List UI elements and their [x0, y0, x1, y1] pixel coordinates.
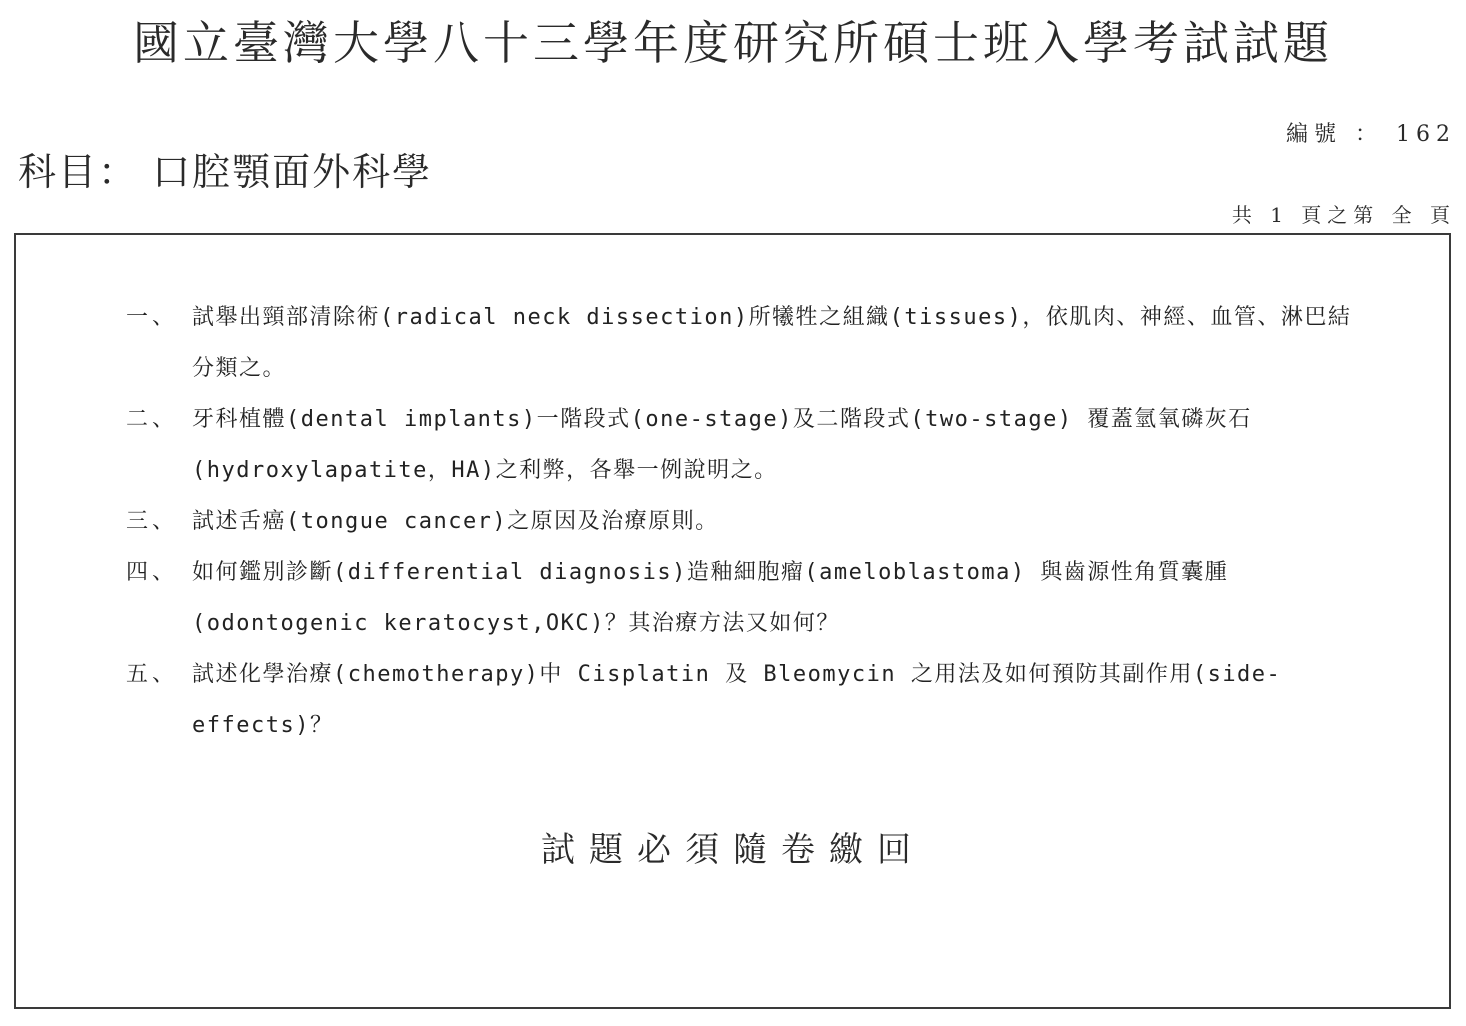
- question-item: [126, 649, 1356, 751]
- question-number: 二、: [126, 407, 179, 432]
- question-number: 四、: [126, 560, 179, 585]
- question-item: [126, 292, 1356, 394]
- question-item: [126, 496, 1356, 547]
- question-item: [126, 394, 1356, 496]
- return-paper-note: 試題必須隨卷繳回: [541, 830, 925, 870]
- question-text: 試述舌癌(tongue cancer)之原因及治療原則。: [192, 509, 719, 534]
- exam-title: 國立臺灣大學八十三學年度研究所碩士班入學考試試題: [133, 16, 1333, 70]
- subject-line: 科目： 口腔顎面外科學: [18, 150, 433, 194]
- question-text: 如何鑑別診斷(differential diagnosis)造釉細胞瘤(ameloblastoma) 與齒源性角質囊腫(odontogenic keratocyst,OKC)？其治療方法又如何？: [192, 560, 1229, 636]
- exam-code: 編號 ： 162: [1286, 122, 1456, 147]
- question-text: 試舉出頸部清除術(radical neck dissection)所犧牲之組織(tissues)，依肌肉、神經、血管、淋巴結分類之。: [192, 305, 1352, 381]
- question-text: 試述化學治療(chemotherapy)中 Cisplatin 及 Bleomycin 之用法及如何預防其副作用(side-effects)？: [192, 662, 1282, 738]
- question-number: 五、: [126, 662, 179, 687]
- questions-list: [126, 292, 1356, 751]
- question-number: 三、: [126, 509, 179, 534]
- question-number: 一、: [126, 305, 179, 330]
- question-text: 牙科植體(dental implants)一階段式(one-stage)及二階段式(two-stage) 覆蓋氫氧磷灰石(hydroxylapatite，HA)之利弊，各舉一例說明之。: [192, 407, 1252, 483]
- page-count: 共 1 頁之第 全 頁: [1231, 203, 1456, 227]
- question-item: [126, 547, 1356, 649]
